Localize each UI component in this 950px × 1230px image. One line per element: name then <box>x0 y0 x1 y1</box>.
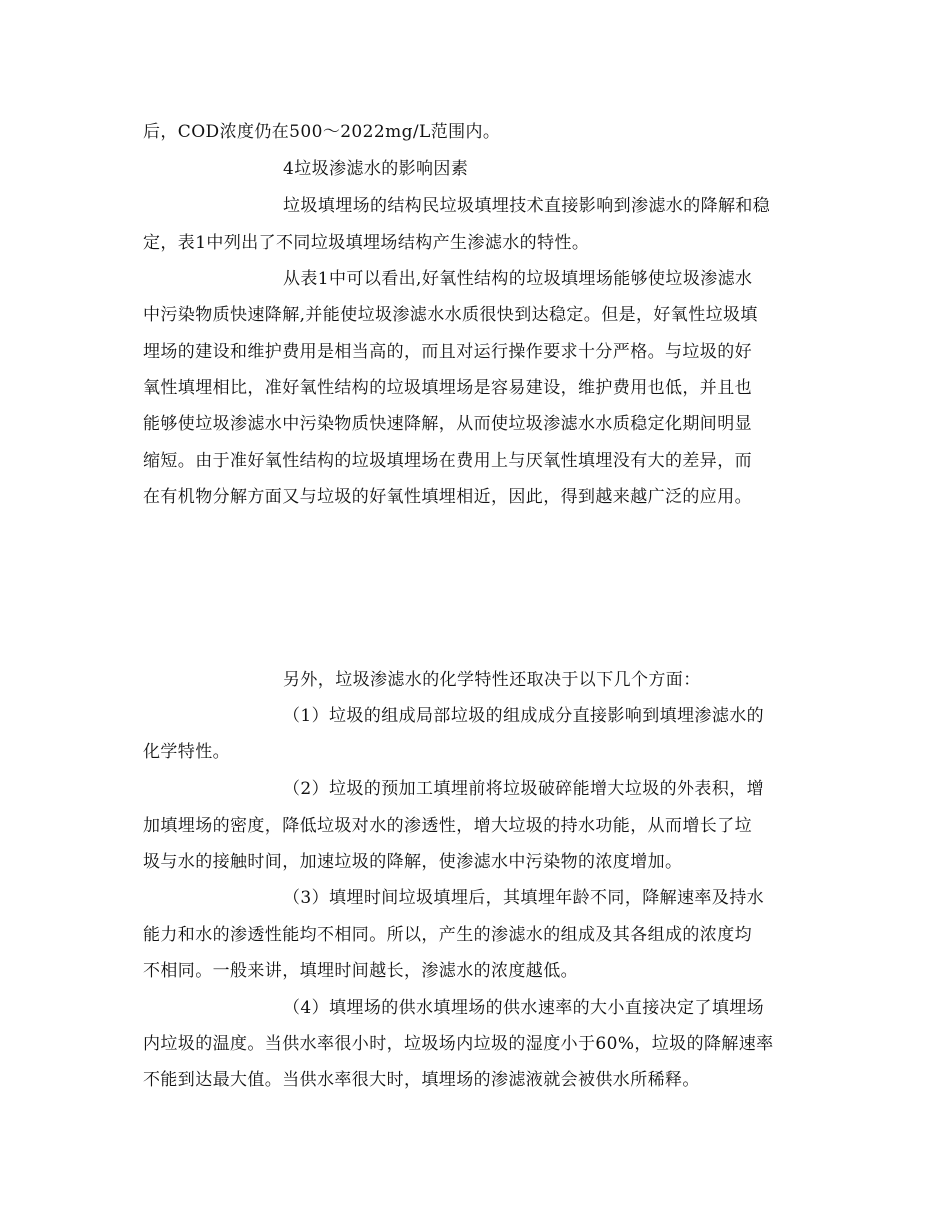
text-line: 氧性填埋相比，准好氧性结构的垃圾填埋场是容易建设，维护费用也低，并且也 <box>143 378 752 398</box>
list-item-line: 圾与水的接触时间，加速垃圾的降解，使渗滤水中污染物的浓度增加。 <box>143 852 683 872</box>
list-item-line: 加填埋场的密度，降低垃圾对水的渗透性，增大垃圾的持水功能，从而增长了垃 <box>143 816 752 836</box>
list-item-line: 内垃圾的温度。当供水率很小时，垃圾场内垃圾的湿度小于60%，垃圾的降解速率 <box>143 1034 774 1054</box>
list-item-line: （1）垃圾的组成局部垃圾的组成成分直接影响到填埋渗滤水的 <box>283 706 765 726</box>
list-item-line: （4）填埋场的供水填埋场的供水速率的大小直接决定了填埋场 <box>283 998 765 1018</box>
text-line: 后，COD浓度仍在500～2022mg/L范围内。 <box>143 122 501 142</box>
text-line: 缩短。由于准好氧性结构的垃圾填埋场在费用上与厌氧性填埋没有大的差异，而 <box>143 451 752 471</box>
text-line: 能够使垃圾渗滤水中污染物质快速降解，从而使垃圾渗滤水水质稳定化期间明显 <box>143 414 752 434</box>
list-item-line: （3）填埋时间垃圾填埋后，其填埋年龄不同，降解速率及持水 <box>283 888 765 908</box>
list-item-line: 不能到达最大值。当供水率很大时，填埋场的渗滤液就会被供水所稀释。 <box>143 1070 700 1090</box>
list-item-line: （2）垃圾的预加工填埋前将垃圾破碎能增大垃圾的外表积，增 <box>283 779 765 799</box>
text-line: 从表1中可以看出,好氧性结构的垃圾填埋场能够使垃圾渗滤水 <box>283 269 753 289</box>
text-line: 中污染物质快速降解,并能使垃圾渗滤水水质很快到达稳定。但是，好氧性垃圾填 <box>143 305 758 325</box>
text-line: 另外，垃圾渗滤水的化学特性还取决于以下几个方面： <box>283 670 701 690</box>
list-item-line: 能力和水的渗透性能均不相同。所以，产生的渗滤水的组成及其各组成的浓度均 <box>143 925 752 945</box>
text-line: 垃圾填埋场的结构民垃圾填埋技术直接影响到渗滤水的降解和稳 <box>283 196 771 216</box>
text-line: 定，表1中列出了不同垃圾填埋场结构产生渗滤水的特性。 <box>143 233 590 253</box>
text-line: 在有机物分解方面又与垃圾的好氧性填埋相近，因此，得到越来越广泛的应用。 <box>143 487 752 507</box>
section-heading: 4垃圾渗滤水的影响因素 <box>283 159 469 179</box>
list-item-line: 化学特性。 <box>143 742 230 762</box>
list-item-line: 不相同。一般来讲，填埋时间越长，渗滤水的浓度越低。 <box>143 961 578 981</box>
text-line: 埋场的建设和维护费用是相当高的，而且对运行操作要求十分严格。与垃圾的好 <box>143 342 752 362</box>
